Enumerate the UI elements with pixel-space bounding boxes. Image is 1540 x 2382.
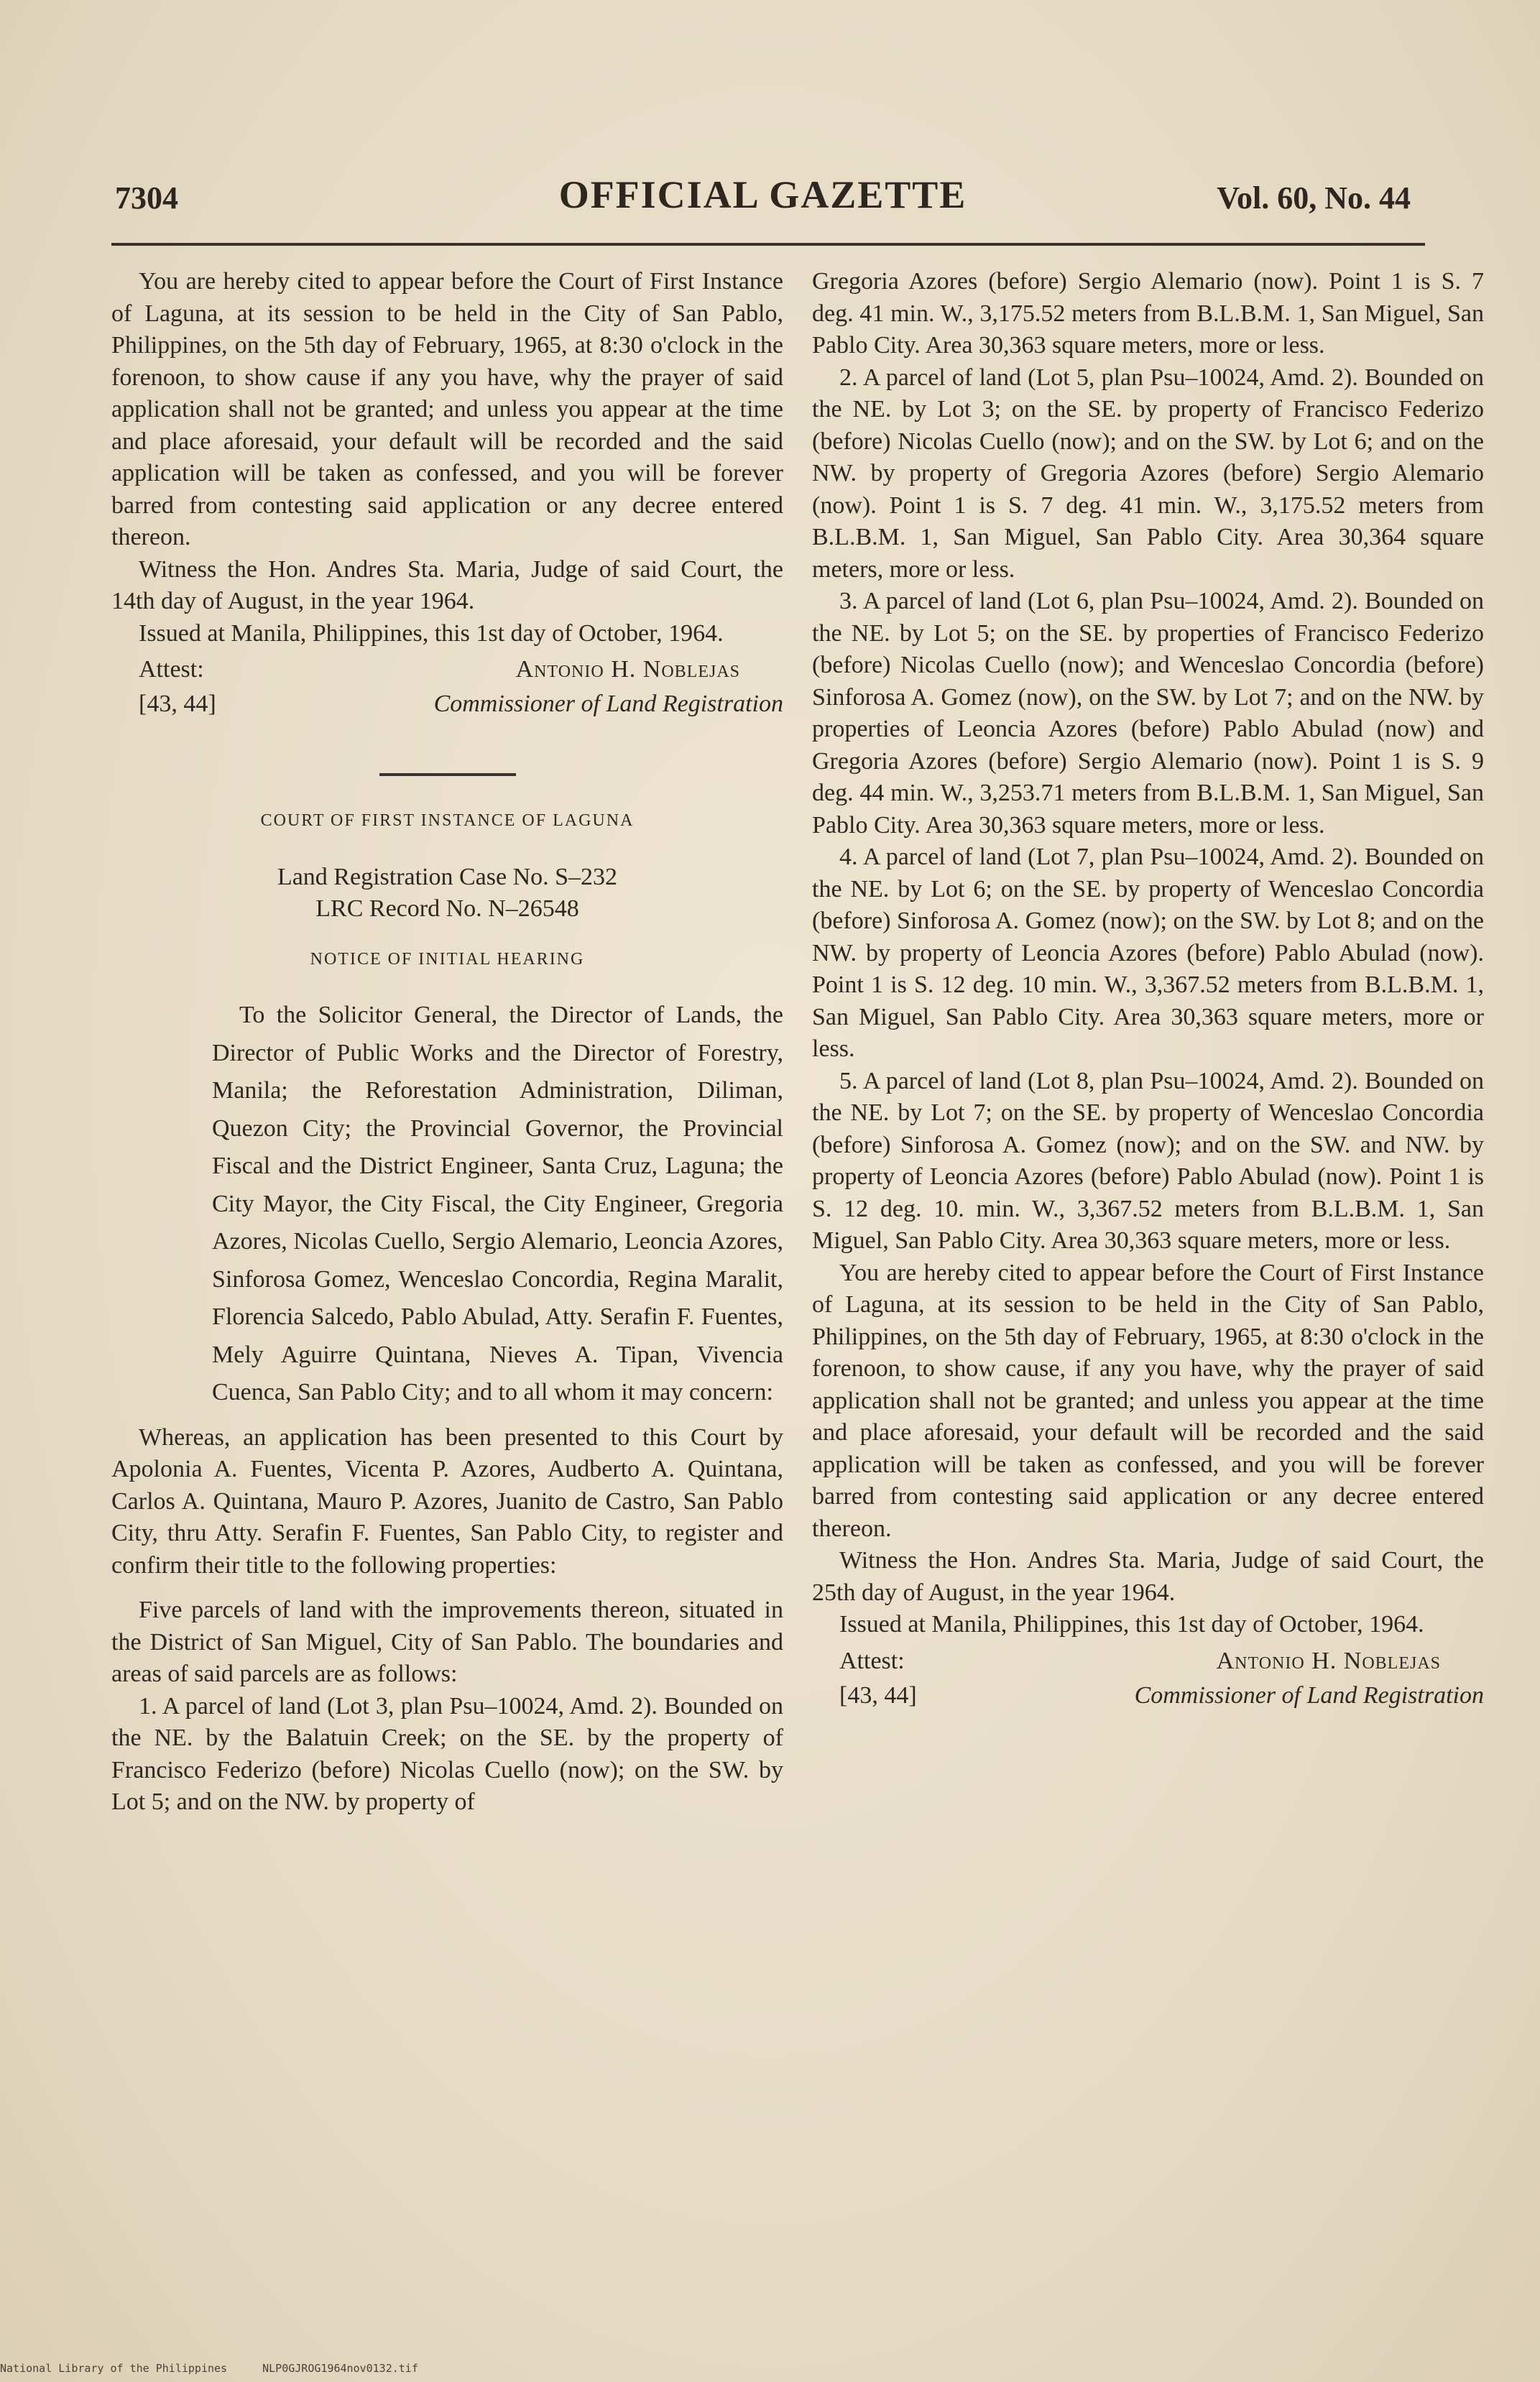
witness-paragraph: Witness the Hon. Andres Sta. Maria, Judge of said Court, the 14th day of August, in the year 1964.	[111, 555, 783, 614]
volume-number: Vol. 60, No. 44	[1217, 180, 1411, 216]
witness-paragraph: Witness the Hon. Andres Sta. Maria, Judge of said Court, the 25th day of August, in the year 1964.	[812, 1547, 1484, 1606]
attestation-block	[812, 1645, 1484, 1714]
parcels-intro-paragraph: Five parcels of land with the improvements thereon, situated in the District of San Miguel, City of San Pablo. The boundaries and areas of said parcels are as follows:	[111, 1597, 783, 1687]
scan-footer	[0, 2362, 447, 2375]
addressees-paragraph: To the Solicitor General, the Director of Lands, the Director of Public Works and the Director of Forestry, Manila; the Reforestation Administration, Diliman, Quezon City; the Provincial Governor, the Provincial Fiscal and the District Engineer, Santa Cruz, Laguna; the City Mayor, the City Fiscal, the City Engineer, Gregoria Azores, Nicolas Cuello, Sergio Alemario, Leoncia Azores, Sinforosa Gomez, Wenceslao Concordia, Regina Maralit, Florencia Salcedo, Pablo Abulad, Atty. Serafin F. Fuentes, Mely Aguirre Quintana, Nieves A. Tipan, Vivencia Cuenca, San Pablo City; and to all whom it may concern:	[212, 1002, 783, 1405]
library-credit: National Library of the Philippines	[0, 2362, 228, 2375]
citation-paragraph: You are hereby cited to appear before the Court of First Instance of Laguna, at its session to be held in the City of San Pablo, Philippines, on the 5th day of February, 1965, at 8:30 o'clock in the forenoon, to show cause if any you have, why the prayer of said application shall not be granted; and unless you appear at the time and place aforesaid, your default will be recorded and the said application will be taken as confessed, and you will be forever barred from contesting said application or any decree entered thereon.	[111, 268, 783, 550]
notice-heading: NOTICE OF INITIAL HEARING	[310, 949, 585, 969]
scan-filename: NLP0GJROG1964nov0132.tif	[262, 2362, 418, 2375]
issued-paragraph: Issued at Manila, Philippines, this 1st day of October, 1964.	[139, 619, 724, 647]
issue-reference: [43, 44]	[139, 691, 216, 717]
attest-label: Attest:	[839, 1647, 905, 1674]
parcel-1-paragraph: 1. A parcel of land (Lot 3, plan Psu–10024, Amd. 2). Bounded on the NE. by the Balatuin Creek; on the SE. by the property of Francisco Federizo (before) Nicolas Cuello (now); on the SW. by Lot 5; and on the NW. by property of	[111, 1692, 783, 1815]
issued-paragraph: Issued at Manila, Philippines, this 1st day of October, 1964.	[839, 1611, 1424, 1638]
parcel-5-paragraph: 5. A parcel of land (Lot 8, plan Psu–10024, Amd. 2). Bounded on the NE. by Lot 7; on the SE. by property of Wenceslao Concordia (before) Sinforosa A. Gomez (now); and on the SW. and NW. by property of Leoncia Azores (before) Pablo Abulad (now). Point 1 is S. 12 deg. 10. min. W., 3,367.52 meters from B.L.B.M. 1, San Miguel, San Pablo City. Area 30,363 square meters, more or less.	[812, 1067, 1484, 1254]
right-column	[812, 266, 1484, 1714]
attestation-block	[111, 654, 783, 723]
commissioner-title: Commissioner of Land Registration	[433, 691, 783, 717]
page-title: OFFICIAL GAZETTE	[558, 173, 967, 216]
citation-paragraph: You are hereby cited to appear before the Court of First Instance of Laguna, at its session to be held in the City of San Pablo, Philippines, on the 5th day of February, 1965, at 8:30 o'clock in the forenoon, to show cause, if any you have, why the prayer of said application shall not be granted; and unless you appear at the time and place aforesaid, your default will be recorded and the said application will be taken as confessed, and you will be forever barred from contesting said application or any decree entered thereon.	[812, 1259, 1484, 1542]
parcel-3-paragraph: 3. A parcel of land (Lot 6, plan Psu–10024, Amd. 2). Bounded on the NE. by Lot 5; on the SE. by properties of Francisco Federizo (before) Nicolas Cuello (now); and Wenceslao Concordia (before) Sinforosa A. Gomez (now), on the SW. by Lot 7; and on the NW. by properties of Leoncia Azores (before) Pablo Abulad (now) and Gregoria Azores (before) Sergio Alemario (now). Point 1 is S. 9 deg. 44 min. W., 3,253.71 meters from B.L.B.M. 1, San Miguel, San Pablo City. Area 30,363 square meters, more or less.	[812, 588, 1484, 839]
parcel-2-paragraph: 2. A parcel of land (Lot 5, plan Psu–10024, Amd. 2). Bounded on the NE. by Lot 3; on the SE. by property of Francisco Federizo (before) Nicolas Cuello (now); and on the SW. by Lot 6; and on the NW. by property of Gregoria Azores (before) Sergio Alemario (now). Point 1 is S. 7 deg. 41 min. W., 3,175.52 meters from B.L.B.M. 1, San Miguel, San Pablo City. Area 30,364 square meters, more or less.	[812, 364, 1484, 583]
left-column	[111, 266, 783, 1819]
whereas-paragraph: Whereas, an application has been presented to this Court by Apolonia A. Fuentes, Vicenta P. Azores, Audberto A. Quintana, Carlos A. Quintana, Mauro P. Azores, Juanito de Castro, San Pablo City, thru Atty. Serafin F. Fuentes, San Pablo City, to register and confirm their title to the following properties:	[111, 1423, 783, 1579]
header-rule	[111, 243, 1425, 246]
issue-reference: [43, 44]	[839, 1681, 917, 1709]
lrc-record-number: LRC Record No. N–26548	[315, 895, 579, 922]
section-divider	[379, 773, 516, 776]
commissioner-name: Antonio H. Noblejas	[1216, 1647, 1441, 1674]
court-heading: COURT OF FIRST INSTANCE OF LAGUNA	[260, 811, 635, 830]
commissioner-title: Commissioner of Land Registration	[1134, 1681, 1484, 1709]
case-number: Land Registration Case No. S–232	[277, 863, 618, 890]
page-header	[115, 172, 1411, 230]
parcel-4-paragraph: 4. A parcel of land (Lot 7, plan Psu–10024, Amd. 2). Bounded on the NE. by Lot 6; on the SE. by property of Wenceslao Concordia (before) Sinforosa A. Gomez (now); on the SW. by Lot 8; and on the NW. by property of Leoncia Azores (before) Pablo Abulad (now). Point 1 is S. 12 deg. 10 min. W., 3,367.52 meters from B.L.B.M. 1, San Miguel, San Pablo City. Area 30,363 square meters, more or less.	[812, 844, 1484, 1062]
attest-label: Attest:	[139, 656, 204, 683]
parcel-1-continuation: Gregoria Azores (before) Sergio Alemario (now). Point 1 is S. 7 deg. 41 min. W., 3,175.52 meters from B.L.B.M. 1, San Miguel, San Pablo City. Area 30,363 square meters, more or less.	[812, 268, 1484, 359]
commissioner-name: Antonio H. Noblejas	[515, 656, 740, 683]
page-number: 7304	[115, 180, 178, 216]
